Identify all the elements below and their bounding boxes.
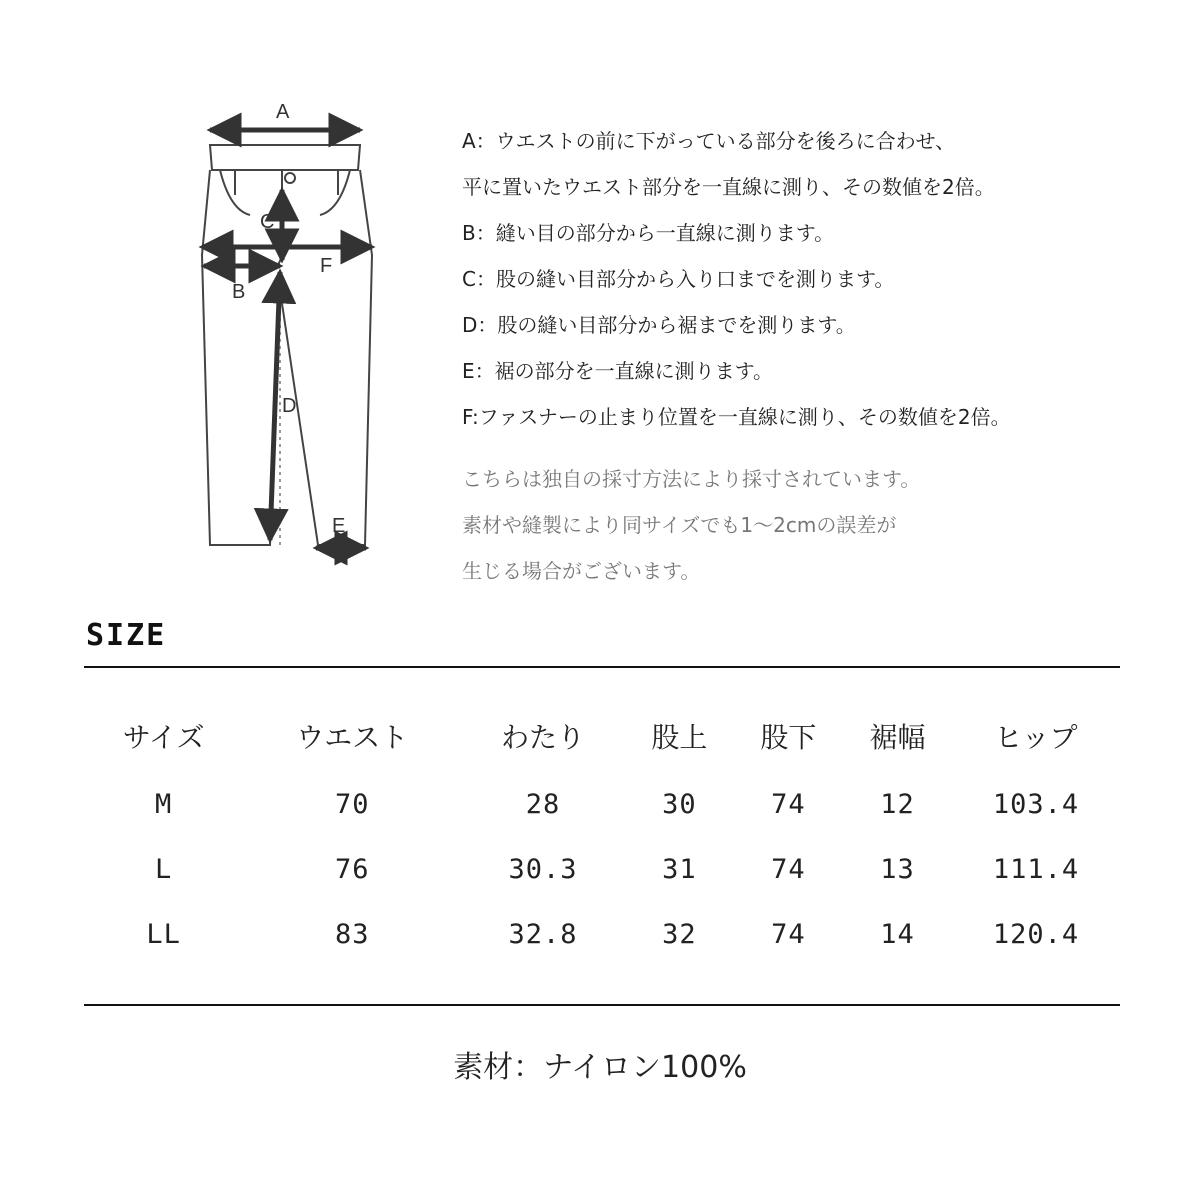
table-header-row xyxy=(84,700,1120,772)
label-d: D xyxy=(282,395,297,417)
label-c: C xyxy=(260,211,275,233)
definition-line: C：股の縫い目部分から入り口までを測ります。 xyxy=(462,267,895,291)
definition-line: B：縫い目の部分から一直線に測ります。 xyxy=(462,221,835,245)
header-size: サイズ xyxy=(122,721,205,754)
table-cell: LL xyxy=(146,919,181,950)
label-e: E xyxy=(332,515,346,537)
table-cell: 28 xyxy=(525,789,561,820)
definition-line: 平に置いたウエスト部分を一直線に測り、その数値を2倍。 xyxy=(462,175,995,199)
table-cell: 76 xyxy=(334,854,370,885)
header-hip: ヒップ xyxy=(994,721,1078,754)
table-cell: 70 xyxy=(334,789,370,820)
table-top-rule xyxy=(84,666,1120,668)
note-line: こちらは独自の採寸方法により採寸されています。 xyxy=(462,467,921,491)
table-cell: L xyxy=(154,854,173,885)
header-thigh: わたり xyxy=(501,721,586,754)
definition-line: F:ファスナーの止まり位置を一直線に測り、その数値を2倍。 xyxy=(462,405,1011,429)
material-info: 素材：ナイロン100% xyxy=(453,1050,747,1085)
definition-line: D：股の縫い目部分から裾までを測ります。 xyxy=(462,313,856,337)
header-hem-width: 裾幅 xyxy=(869,721,926,754)
size-heading: SIZE xyxy=(86,618,167,653)
definition-line: E：裾の部分を一直線に測ります。 xyxy=(462,359,774,383)
table-cell: 74 xyxy=(771,789,806,820)
note-line: 素材や縫製により同サイズでも1〜2cmの誤差が xyxy=(462,513,897,537)
measurement-note xyxy=(462,456,1162,594)
table-cell: 83 xyxy=(334,919,370,950)
table-row xyxy=(84,772,1120,837)
table-row xyxy=(84,837,1120,902)
header-rise: 股上 xyxy=(651,721,708,754)
label-b: B xyxy=(232,281,246,303)
table-cell: 30.3 xyxy=(508,854,578,885)
table-cell: 13 xyxy=(880,854,915,885)
label-f: F xyxy=(320,255,333,277)
table-cell: 12 xyxy=(880,789,915,820)
table-cell: 74 xyxy=(771,854,806,885)
size-table xyxy=(84,700,1120,967)
table-cell: 74 xyxy=(771,919,806,950)
table-cell: 32 xyxy=(662,919,697,950)
table-cell: 31 xyxy=(662,854,697,885)
table-bottom-rule xyxy=(84,1004,1120,1006)
arrow-d xyxy=(270,272,280,540)
pants-outline xyxy=(202,145,372,545)
table-row xyxy=(84,902,1120,967)
note-line: 生じる場合がございます。 xyxy=(462,559,701,583)
table-cell: 120.4 xyxy=(992,919,1080,950)
table-cell: M xyxy=(154,789,173,820)
table-cell: 30 xyxy=(662,789,697,820)
table-cell: 111.4 xyxy=(992,854,1080,885)
label-a: A xyxy=(276,101,290,123)
header-inseam: 股下 xyxy=(760,721,817,754)
definition-line: A：ウエストの前に下がっている部分を後ろに合わせ、 xyxy=(462,129,956,153)
pants-measurement-diagram xyxy=(190,90,390,570)
table-cell: 103.4 xyxy=(992,789,1080,820)
table-cell: 32.8 xyxy=(508,919,578,950)
header-waist: ウエスト xyxy=(296,721,409,754)
table-cell: 14 xyxy=(880,919,915,950)
measurement-definitions xyxy=(462,118,1162,440)
